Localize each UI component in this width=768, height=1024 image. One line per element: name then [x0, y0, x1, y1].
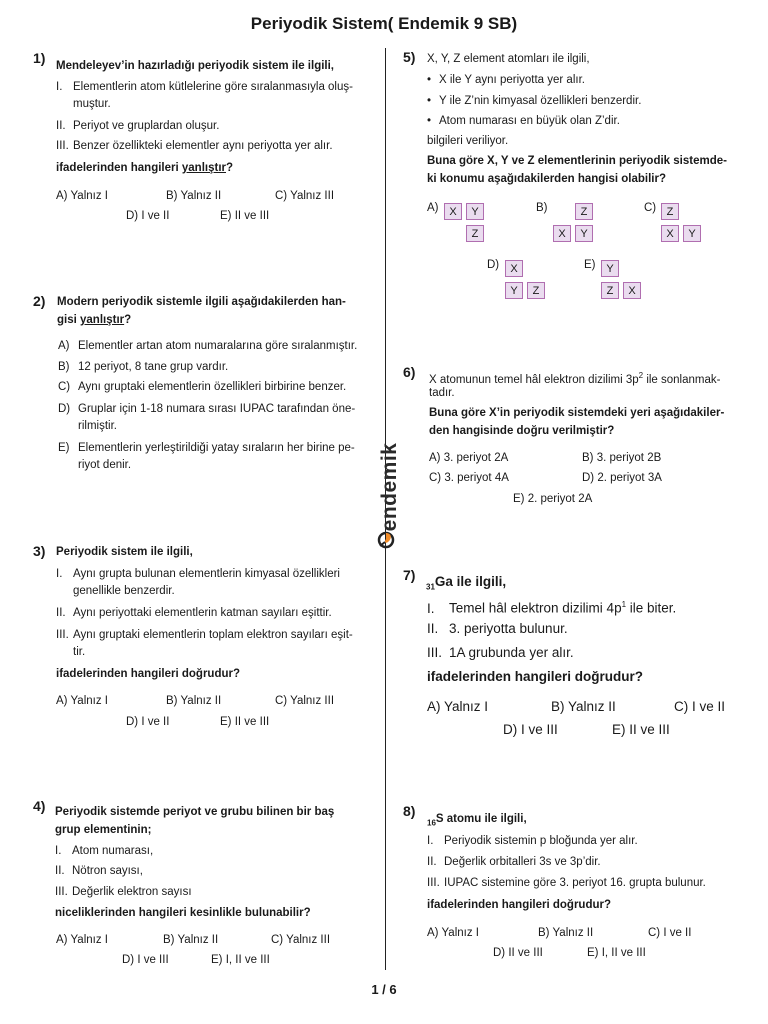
- q5-a-cell: Y: [466, 203, 484, 220]
- q5-number: 5): [403, 49, 416, 65]
- q1-item-3: III. Benzer özellikteki elementler aynı periyotta yer alır.: [56, 140, 333, 152]
- q4-item-1: I. Atom numarası,: [55, 845, 154, 857]
- q5-option-e-label[interactable]: E): [584, 259, 596, 271]
- q2-option-d[interactable]: D) Gruplar için 1-18 numara sırası IUPAC tarafından öne-: [58, 403, 356, 415]
- q5-a-cell: X: [444, 203, 462, 220]
- q4-option-c[interactable]: C) Yalnız III: [271, 934, 331, 946]
- q8-item-3: III. IUPAC sistemine göre 3. periyot 16. grupta bulunur.: [427, 877, 706, 889]
- q3-option-e[interactable]: E) II ve III: [220, 716, 270, 728]
- q5-bullet-1: • X ile Y aynı periyotta yer alır.: [427, 74, 585, 86]
- q4-option-a[interactable]: A) Yalnız I: [56, 934, 108, 946]
- q6-option-c[interactable]: C) 3. periyot 4A: [429, 472, 509, 484]
- q2-option-c[interactable]: C) Aynı gruptaki elementlerin özellikleri birbirine benzer.: [58, 381, 347, 393]
- q3-item-3-cont: tir.: [73, 646, 86, 658]
- q5-c-cell: Z: [661, 203, 679, 220]
- q3-item-2: II. Aynı periyottaki elementlerin katman sayıları eşittir.: [56, 607, 332, 619]
- q7-option-a[interactable]: A) Yalnız I: [427, 699, 489, 714]
- q5-d-cell: X: [505, 260, 523, 277]
- q3-number: 3): [33, 543, 46, 559]
- q2-option-d-cont: rilmiştir.: [78, 420, 117, 432]
- q7-question: ifadelerinden hangileri doğrudur?: [427, 669, 644, 684]
- q8-option-e[interactable]: E) I, II ve III: [587, 947, 646, 959]
- q5-option-b-label[interactable]: B): [536, 202, 548, 214]
- q5-b-cell: Y: [575, 225, 593, 242]
- q4-item-2: II. Nötron sayısı,: [55, 865, 143, 877]
- q6-stem-line1: X atomunun temel hâl elektron dizilimi $3p^2$ ile sonlanmak-: [429, 371, 721, 386]
- q1-option-b[interactable]: B) Yalnız II: [166, 190, 222, 202]
- q5-question-line1: Buna göre X, Y ve Z elementlerinin periyodik sistemde-: [427, 155, 727, 167]
- q5-bullet-2: • Y ile Z’nin kimyasal özellikleri benzerdir.: [427, 95, 642, 107]
- q5-b-cell: Z: [575, 203, 593, 220]
- q6-option-a[interactable]: A) 3. periyot 2A: [429, 452, 509, 464]
- q2-option-a[interactable]: A) Elementler artan atom numaralarına göre sıralanmıştır.: [58, 340, 358, 352]
- endemik-watermark: [375, 430, 401, 560]
- q1-stem: Mendeleyev’in hazırladığı periyodik sistem ile ilgili,: [56, 60, 335, 72]
- q3-question: ifadelerinden hangileri doğrudur?: [56, 668, 241, 680]
- q6-option-b[interactable]: B) 3. periyot 2B: [582, 452, 662, 464]
- q6-number: 6): [403, 364, 416, 380]
- q1-option-e[interactable]: E) II ve III: [220, 210, 270, 222]
- q4-option-d[interactable]: D) I ve III: [122, 954, 169, 966]
- q4-item-3: III. Değerlik elektron sayısı: [55, 886, 192, 898]
- q5-bullet-3: • Atom numarası en büyük olan Z’dir.: [427, 115, 620, 127]
- q7-item-2: II. 3. periyotta bulunur.: [427, 621, 568, 636]
- q8-question: ifadelerinden hangileri doğrudur?: [427, 899, 612, 911]
- q7-number: 7): [403, 567, 416, 583]
- q1-item-1-cont: muştur.: [73, 98, 111, 110]
- q7-item-3: III. 1A grubunda yer alır.: [427, 645, 574, 660]
- q2-number: 2): [33, 293, 46, 309]
- q4-stem-line2: grup elementinin;: [55, 824, 152, 836]
- q3-item-1-cont: genellikle benzerdir.: [73, 585, 175, 597]
- q7-option-e[interactable]: E) II ve III: [612, 722, 670, 737]
- q3-option-c[interactable]: C) Yalnız III: [275, 695, 335, 707]
- q5-a-cell: Z: [466, 225, 484, 242]
- q8-option-d[interactable]: D) II ve III: [493, 947, 543, 959]
- q7-option-d[interactable]: D) I ve III: [503, 722, 558, 737]
- q5-c-cell: Y: [683, 225, 701, 242]
- q4-option-b[interactable]: B) Yalnız II: [163, 934, 219, 946]
- q3-stem: Periyodik sistem ile ilgili,: [56, 546, 193, 558]
- q1-question: ifadelerinden hangileri yanlıştır?: [56, 162, 234, 174]
- q8-option-c[interactable]: C) I ve II: [648, 927, 692, 939]
- q4-question: niceliklerinden hangileri kesinlikle bulunabilir?: [55, 907, 311, 919]
- q5-b-cell: X: [553, 225, 571, 242]
- q2-stem-line2: gisi yanlıştır?: [57, 314, 132, 326]
- q1-option-c[interactable]: C) Yalnız III: [275, 190, 335, 202]
- q8-item-2: II. Değerlik orbitalleri 3s ve 3p’dir.: [427, 856, 601, 868]
- q8-item-1: I. Periyodik sistemin p bloğunda yer alır.: [427, 835, 638, 847]
- q5-e-cell: Z: [601, 282, 619, 299]
- q5-d-cell: Z: [527, 282, 545, 299]
- q8-option-a[interactable]: A) Yalnız I: [427, 927, 479, 939]
- q1-number: 1): [33, 50, 46, 66]
- q3-item-3: III. Aynı gruptaki elementlerin toplam elektron sayıları eşit-: [56, 629, 353, 641]
- q7-option-b[interactable]: B) Yalnız II: [551, 699, 616, 714]
- q3-option-d[interactable]: D) I ve II: [126, 716, 170, 728]
- q8-number: 8): [403, 803, 416, 819]
- q5-info: bilgileri veriliyor.: [427, 135, 509, 147]
- watermark-text: endemik: [378, 442, 401, 532]
- q1-item-2: II. Periyot ve gruplardan oluşur.: [56, 120, 220, 132]
- q6-stem-line2: tadır.: [429, 387, 455, 399]
- endemik-logo-icon: [376, 530, 396, 550]
- q5-question-line2: ki konumu aşağıdakilerden hangisi olabilir?: [427, 173, 667, 185]
- q3-option-a[interactable]: A) Yalnız I: [56, 695, 108, 707]
- page-number: 1 / 6: [371, 982, 397, 997]
- q8-option-b[interactable]: B) Yalnız II: [538, 927, 594, 939]
- q6-option-d[interactable]: D) 2. periyot 3A: [582, 472, 662, 484]
- q5-option-a-label[interactable]: A): [427, 202, 439, 214]
- q7-option-c[interactable]: C) I ve II: [674, 699, 726, 714]
- q2-stem-line1: Modern periyodik sistemle ilgili aşağıdakilerden han-: [57, 296, 346, 308]
- q5-option-d-label[interactable]: D): [487, 259, 500, 271]
- q7-item-1: I. Temel hâl elektron dizilimi $4p^1$ ile biter.: [427, 600, 677, 616]
- q7-stem: $_{31}$Ga ile ilgili,: [426, 574, 507, 592]
- q3-item-1: I. Aynı grupta bulunan elementlerin kimyasal özellikleri: [56, 568, 340, 580]
- q3-option-b[interactable]: B) Yalnız II: [166, 695, 222, 707]
- q6-question-line2: den hangisinde doğru verilmiştir?: [429, 425, 615, 437]
- q8-stem: $_{16}$S atomu ile ilgili,: [427, 813, 527, 828]
- page-title: Periyodik Sistem( Endemik 9 SB): [250, 14, 518, 33]
- q5-e-cell: X: [623, 282, 641, 299]
- q5-option-c-label[interactable]: C): [644, 202, 657, 214]
- q4-number: 4): [33, 798, 46, 814]
- q2-option-b[interactable]: B) 12 periyot, 8 tane grup vardır.: [58, 361, 229, 373]
- q5-stem: X, Y, Z element atomları ile ilgili,: [427, 53, 590, 65]
- q1-option-d[interactable]: D) I ve II: [126, 210, 170, 222]
- q6-question-line1: Buna göre X’in periyodik sistemdeki yeri aşağıdakiler-: [429, 407, 725, 419]
- q4-stem-line1: Periyodik sistemde periyot ve grubu bilinen bir baş: [55, 806, 335, 818]
- q5-d-cell: Y: [505, 282, 523, 299]
- q5-c-cell: X: [661, 225, 679, 242]
- q1-item-1: I. Elementlerin atom kütlelerine göre sıralanmasıyla oluş-: [56, 81, 353, 93]
- q2-option-e-cont: riyot denir.: [78, 459, 132, 471]
- q6-option-e[interactable]: E) 2. periyot 2A: [513, 493, 593, 505]
- q4-option-e[interactable]: E) I, II ve III: [211, 954, 270, 966]
- q1-option-a[interactable]: A) Yalnız I: [56, 190, 108, 202]
- q5-e-cell: Y: [601, 260, 619, 277]
- q2-option-e[interactable]: E) Elementlerin yerleştirildiği yatay sıraların her birine pe-: [58, 442, 355, 454]
